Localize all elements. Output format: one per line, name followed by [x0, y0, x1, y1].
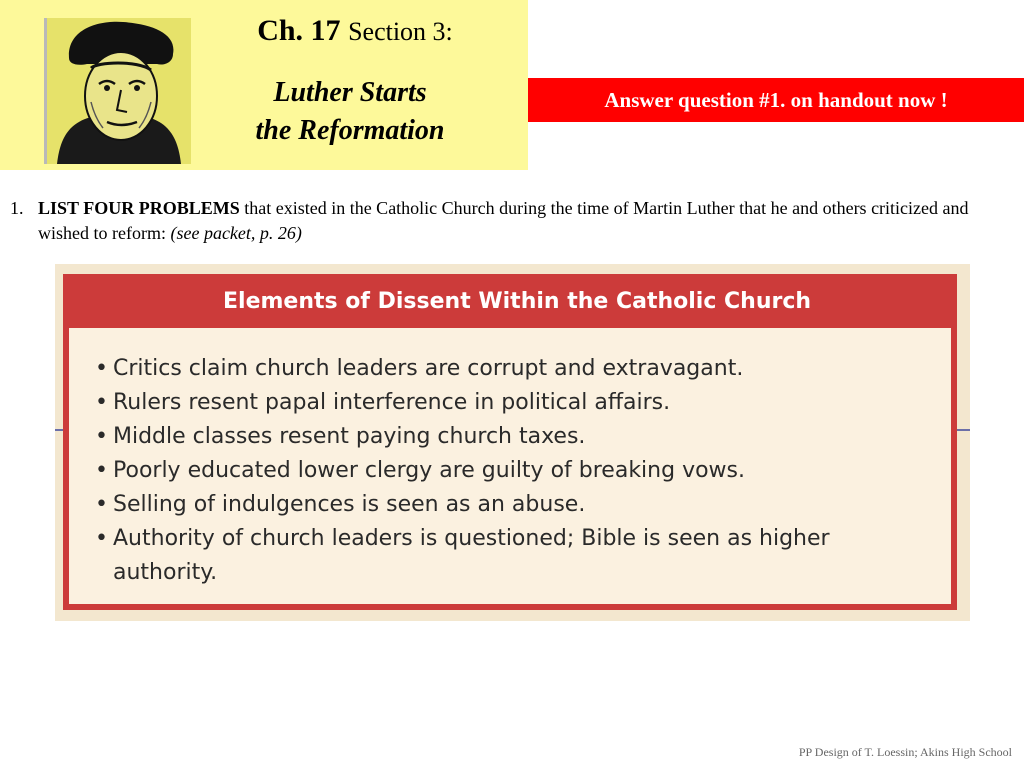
list-item-text: Poorly educated lower clergy are guilty of breaking vows.: [113, 458, 745, 483]
list-item-text: Authority of church leaders is questioned; Bible is seen as higher authority.: [113, 526, 830, 585]
martin-luther-portrait-icon: [44, 18, 191, 164]
bullet-icon: •: [95, 458, 108, 483]
bullet-icon: •: [95, 356, 108, 381]
list-item: [95, 454, 925, 488]
bullet-icon: •: [95, 424, 108, 449]
list-item: [95, 488, 925, 522]
list-item: [95, 386, 925, 420]
bullet-icon: •: [95, 390, 108, 415]
list-item: [95, 352, 925, 386]
question-body: that existed in the Catholic Church during the time of Martin Luther that he and others criticized and wished to reform:: [38, 198, 969, 243]
list-item-text: Selling of indulgences is seen as an abuse.: [113, 492, 586, 517]
title-panel: [0, 0, 528, 170]
dissent-card: [63, 274, 957, 610]
lesson-title-line-1: Luther Starts: [273, 77, 427, 108]
textbook-scan: [55, 264, 970, 621]
list-item-text: Critics claim church leaders are corrupt and extravagant.: [113, 356, 744, 381]
chapter-heading: [190, 14, 520, 48]
lesson-title: [190, 74, 510, 150]
bullet-icon: •: [95, 492, 108, 517]
instruction-banner: Answer question #1. on handout now !: [528, 78, 1024, 122]
list-item-text: Rulers resent papal interference in political affairs.: [113, 390, 671, 415]
question-1: [10, 196, 1014, 246]
chapter-number: Ch. 17: [257, 14, 341, 47]
question-number: 1.: [10, 198, 24, 218]
list-item-text: Middle classes resent paying church taxes.: [113, 424, 586, 449]
dissent-list: [95, 352, 925, 590]
dissent-card-heading: Elements of Dissent Within the Catholic Church: [63, 274, 957, 328]
list-item: [95, 522, 925, 590]
question-text: [38, 196, 1014, 246]
list-item: [95, 420, 925, 454]
bullet-icon: •: [95, 526, 108, 551]
lesson-title-line-2: the Reformation: [255, 115, 445, 146]
section-label: Section 3:: [348, 17, 453, 46]
question-emphasis: LIST FOUR PROBLEMS: [38, 198, 240, 218]
question-reference: (see packet, p. 26): [170, 223, 302, 243]
footer-credit: PP Design of T. Loessin; Akins High School: [798, 745, 1012, 759]
